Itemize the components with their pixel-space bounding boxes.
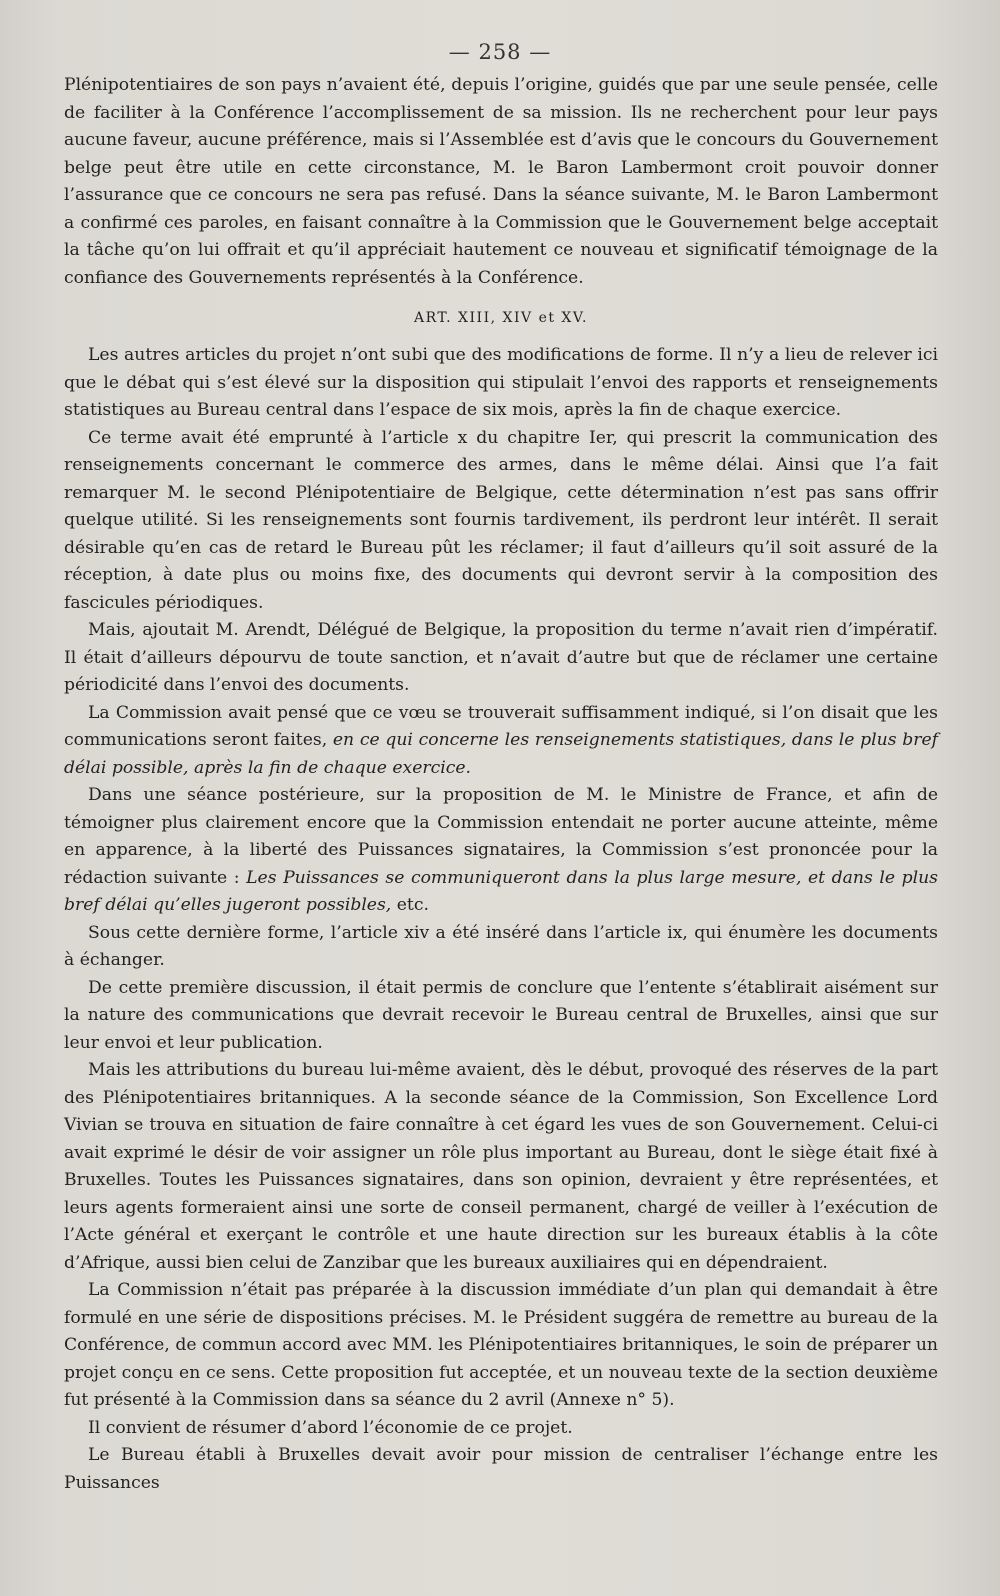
paragraph: Il convient de résumer d’abord l’économie de ce projet. [88,1417,573,1438]
paragraph: Le Bureau établi à Bruxelles devait avoir pour mission de centraliser l’échange entre les Puissances [64,1445,938,1493]
paragraph: Mais, ajoutait M. Arendt, Délégué de Belgique, la proposition du terme n’avait rien d’impératif. Il était d’ailleurs dépourvu de toute sanction, et n’avait d’autre but que de réclamer une certaine périodicité dans l’envoi des documents. [64,620,938,695]
text-run: La Commission avait pensé que ce vœu se trouverait suffisamment indiqué, si l’on disait que les communications seront faites, [64,702,938,750]
italic-text-run: Les Puissances se communiqueront dans la plus large mesure, et dans le plus bref délai qu’elles jugeront possibles, [64,867,939,915]
paragraph: Ce terme avait été emprunté à l’article x du chapitre Ier, qui prescrit la communication des renseignements concernant le commerce des armes, dans le même délai. Ainsi que l’a fait remarquer M. le second Plénipotentiaire de Belgique, cette détermination n’est pas sans offrir quelque utilité. Si les renseignements sont fournis tardivement, ils perdront leur intérêt. Il serait désirable qu’en cas de retard le Bureau pût les réclamer; il faut d’ailleurs qu’il soit assuré de la réception, à date plus ou moins fixe, des documents qui devront servir à la composition des fascicules périodiques. [64,427,938,613]
paragraph: La Commission n’était pas préparée à la discussion immédiate d’un plan qui demandait à être formulé en une série de dispositions précises. M. le Président suggéra de remettre au bureau de la Conférence, de commun accord avec MM. les Plénipotentiaires britanniques, le soin de préparer un projet conçu en ce sens. Cette proposition fut acceptée, et un nouveau texte de la section deuxième fut présenté à la Commission dans sa séance du 2 avril (Annexe n° 5). [64,1280,938,1410]
italic-text-run: en ce qui concerne les renseignements statistiques, dans le plus bref délai possible, après la fin de chaque exercice. [64,730,938,778]
paragraph: Mais les attributions du bureau lui-même avaient, dès le début, provoqué des réserves de la part des Plénipotentiaires britanniques. A la seconde séance de la Commission, Son Excellence Lord Vivian se trouva en situation de faire connaître à cet égard les vues de son Gouvernement. Celui-ci avait exprimé le désir de voir assigner un rôle plus important au Bureau, dont le siège était fixé à Bruxelles. Toutes les Puissances signataires, dans son opinion, devraient y être représentées, et leurs agents formeraient ainsi une sorte de conseil permanent, chargé de veiller à l’exécution de l’Acte général et exerçant le contrôle et une haute direction sur les bureaux établis à la côte d’Afrique, aussi bien celui de Zanzibar que les bureaux auxiliaires qui en dépendraient. [64,1060,938,1273]
paragraph: Les autres articles du projet n’ont subi que des modifications de forme. Il n’y a lieu de relever ici que le débat qui s’est élevé sur la disposition qui stipulait l’envoi des rapports et renseignements statistiques au Bureau central dans l’espace de six mois, après la fin de chaque exercice. [64,345,938,420]
page-number: — 258 — [448,40,552,64]
paragraph-continued: Plénipotentiaires de son pays n’avaient été, depuis l’origine, guidés que par une seule pensée, celle de faciliter à la Conférence l’accomplissement de sa mission. Ils ne recherchent pour leur pays aucune faveur, aucune préférence, mais si l’Assemblée est d’avis que le concours du Gouvernement belge peut être utile en cette circonstance, M. le Baron Lambermont croit pouvoir donner l’assurance que ce concours ne sera pas refusé. Dans la séance suivante, M. le Baron Lambermont a confirmé ces paroles, en faisant connaître à la Commission que le Gouvernement belge acceptait la tâche qu’on lui offrait et qu’il appréciait hautement ce nouveau et significatif témoignage de la confiance des Gouvernements représentés à la Conférence. [64,75,938,288]
paragraph: De cette première discussion, il était permis de conclure que l’entente s’établirait aisément sur la nature des communications que devrait recevoir le Bureau central de Bruxelles, ainsi que sur leur envoi et leur publication. [64,977,938,1053]
document-body [64,72,938,1497]
text-run: etc. [391,895,429,915]
paragraph [64,700,938,783]
paragraph [64,782,938,920]
text-run: Dans une séance postérieure, sur la proposition de M. le Ministre de France, et afin de témoigner plus clairement encore que la Commission entendait ne porter aucune atteinte, même en apparence, à la liberté des Puissances signataires, la Commission s’est prononcée pour la rédaction suivante : [64,785,938,888]
paragraph: Sous cette dernière forme, l’article xiv a été inséré dans l’article ix, qui énumère les documents à échanger. [64,922,938,970]
section-heading: ART. XIII, XIV et XV. [413,310,589,326]
